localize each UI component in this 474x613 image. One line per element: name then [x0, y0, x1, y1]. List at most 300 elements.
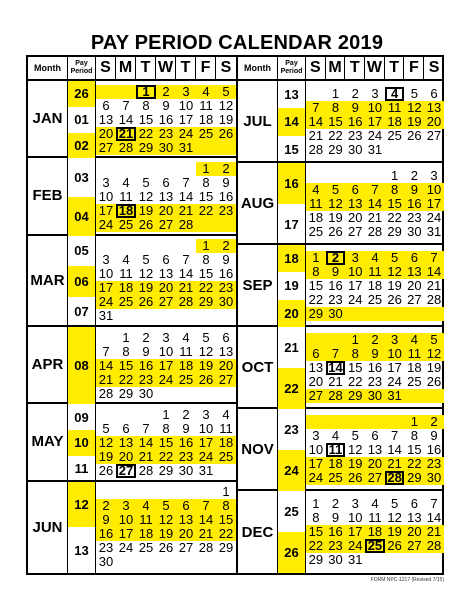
- week-rows: [96, 81, 236, 156]
- day-cell: 10: [198, 420, 214, 436]
- day-cell: 20: [308, 374, 324, 389]
- day-cell: 31: [98, 308, 114, 324]
- day-cell: 9: [142, 343, 150, 359]
- page-title: PAY PERIOD CALENDAR 2019: [90, 32, 384, 54]
- week-row: [306, 471, 444, 485]
- week-row: [96, 422, 236, 436]
- day-cell: 19: [387, 278, 402, 293]
- week-row: [306, 497, 444, 511]
- week-row: [306, 347, 444, 361]
- header-day: S: [306, 57, 326, 79]
- day-cell: 13: [367, 442, 383, 457]
- day-cell: 18: [198, 111, 214, 127]
- week-row: [306, 143, 444, 157]
- header-pay-period: Pay Period: [278, 57, 306, 79]
- month-block-jun: [28, 482, 236, 573]
- day-cell: 22: [308, 292, 324, 307]
- day-cell: 12: [348, 442, 363, 457]
- day-cell: 6: [122, 420, 130, 436]
- week-row: [306, 101, 444, 115]
- day-cell: 30: [158, 139, 174, 155]
- day-cell: 25: [328, 470, 343, 485]
- day-cell: 17: [348, 278, 363, 293]
- day-cell: 19: [198, 357, 214, 373]
- month-name: JUN: [28, 482, 68, 573]
- month-block-sep: [238, 245, 444, 327]
- day-cell: 24: [348, 538, 363, 553]
- week-rows: [96, 482, 236, 573]
- day-cell: 14: [178, 188, 194, 204]
- day-cell: 16: [138, 357, 154, 373]
- pay-period-number: 15: [284, 141, 299, 157]
- week-row: [96, 387, 236, 401]
- right-half: [238, 57, 444, 573]
- day-cell: 15: [198, 188, 214, 204]
- day-cell: 22: [138, 125, 154, 141]
- month-block-apr: [28, 327, 236, 404]
- day-cell: 30: [426, 470, 442, 485]
- day-cell: 20: [158, 280, 174, 296]
- day-cell: 20: [178, 526, 194, 542]
- day-cell: 15: [198, 266, 214, 282]
- day-cell: 25: [138, 540, 154, 556]
- week-row: [306, 375, 444, 389]
- day-cell: 28: [178, 294, 194, 310]
- day-cell: 30: [218, 294, 234, 310]
- day-cell: 25: [308, 224, 324, 239]
- day-cell: 8: [222, 498, 230, 514]
- day-cell: 30: [178, 462, 194, 478]
- day-cell: 4: [122, 174, 130, 190]
- day-cell: 24: [367, 128, 383, 143]
- day-cell: 15: [348, 360, 363, 375]
- day-cell: 27: [308, 388, 324, 403]
- month-name: NOV: [238, 409, 278, 489]
- day-cell: 28: [198, 540, 214, 556]
- day-cell: 14: [426, 264, 442, 279]
- day-cell: 31: [426, 224, 442, 239]
- day-cell: 2: [182, 406, 190, 422]
- day-cell: 15: [118, 357, 134, 373]
- day-cell: 12: [158, 512, 174, 528]
- day-cell: 31: [348, 552, 363, 567]
- day-cell: 11: [179, 343, 193, 359]
- week-row: [96, 113, 236, 127]
- week-row: [96, 499, 236, 513]
- day-cell: 23: [218, 280, 234, 296]
- day-cell: 14: [426, 510, 442, 525]
- week-row: [306, 225, 444, 239]
- day-cell: 22: [387, 210, 402, 225]
- day-cell: 24: [198, 448, 214, 464]
- day-cell: 26: [138, 294, 154, 310]
- day-cell: 3: [182, 83, 190, 99]
- day-cell: 21: [328, 374, 343, 389]
- day-cell: 14: [198, 512, 214, 528]
- week-row: [306, 251, 444, 265]
- day-cell: 24: [178, 125, 194, 141]
- day-cell: 28: [367, 224, 383, 239]
- day-cell: 11: [139, 512, 153, 528]
- day-cell: 7: [122, 97, 130, 113]
- pay-period-column: [68, 404, 96, 479]
- day-cell: 5: [162, 498, 170, 514]
- pay-period-number: 22: [278, 368, 305, 409]
- day-cell: 19: [158, 526, 174, 542]
- day-cell: 4: [410, 332, 418, 347]
- day-cell: 29: [387, 224, 402, 239]
- day-cell: 1: [122, 329, 130, 345]
- day-cell: 17: [348, 524, 363, 539]
- week-row: [306, 183, 444, 197]
- day-cell: 9: [102, 512, 110, 528]
- day-cell: 16: [178, 434, 194, 450]
- day-cell: 15: [138, 111, 154, 127]
- pay-period-number: 04: [68, 197, 95, 236]
- day-cell: 15: [387, 196, 402, 211]
- day-cell: 11: [326, 443, 346, 457]
- week-row: [306, 279, 444, 293]
- day-cell: 9: [430, 428, 438, 443]
- day-cell: 28: [328, 388, 343, 403]
- day-cell: 18: [367, 278, 383, 293]
- pay-period-number: 08: [68, 327, 95, 404]
- pay-period-column: [278, 327, 306, 407]
- day-cell: 11: [368, 264, 382, 279]
- day-cell: 11: [407, 346, 422, 361]
- week-row: [96, 309, 236, 323]
- week-row: [96, 85, 236, 99]
- day-cell: 13: [348, 196, 363, 211]
- day-cell: 2: [326, 251, 346, 265]
- day-cell: 24: [348, 292, 363, 307]
- day-cell: 30: [328, 552, 343, 567]
- pay-period-number: 02: [68, 133, 95, 159]
- day-cell: 24: [387, 374, 402, 389]
- day-cell: 10: [387, 346, 402, 361]
- day-cell: 26: [387, 538, 402, 553]
- day-cell: 3: [312, 428, 320, 443]
- day-cell: 8: [202, 252, 210, 268]
- pay-period-column: [68, 482, 96, 573]
- day-cell: 2: [102, 498, 110, 514]
- day-cell: 17: [178, 111, 194, 127]
- day-cell: 5: [222, 83, 230, 99]
- day-cell: 31: [367, 142, 383, 157]
- month-name: MAR: [28, 236, 68, 325]
- day-cell: 31: [387, 388, 402, 403]
- day-cell: 18: [218, 434, 234, 450]
- day-cell: 7: [202, 498, 210, 514]
- day-cell: 30: [407, 224, 422, 239]
- day-cell: 22: [348, 374, 363, 389]
- day-cell: 17: [98, 202, 114, 218]
- month-block-mar: [28, 236, 236, 327]
- header-day: S: [428, 59, 440, 76]
- day-cell: 2: [430, 414, 438, 429]
- day-cell: 23: [426, 456, 442, 471]
- day-cell: 7: [182, 252, 190, 268]
- pay-period-number: 09: [74, 409, 89, 425]
- header-month: Month: [238, 57, 278, 79]
- week-row: [96, 295, 236, 309]
- day-cell: 18: [118, 280, 134, 296]
- day-cell: 10: [426, 182, 442, 197]
- day-cell: 22: [198, 202, 214, 218]
- calendar-grid: [26, 55, 444, 575]
- day-cell: 15: [158, 434, 174, 450]
- month-block-may: [28, 404, 236, 481]
- day-cell: 24: [308, 470, 324, 485]
- day-cell: 17: [158, 357, 174, 373]
- month-name: MAY: [28, 404, 68, 479]
- pay-period-number: 23: [284, 422, 299, 437]
- week-row: [96, 373, 236, 387]
- day-cell: 2: [410, 168, 418, 183]
- day-cell: 23: [178, 448, 194, 464]
- day-cell: 7: [391, 428, 399, 443]
- pay-period-number: 05: [74, 243, 89, 259]
- day-cell: 21: [426, 278, 442, 293]
- day-cell: 17: [98, 280, 114, 296]
- day-cell: 9: [410, 182, 418, 197]
- day-cell: 11: [119, 266, 133, 282]
- pay-period-number: 12: [68, 482, 95, 528]
- day-cell: 2: [371, 332, 379, 347]
- day-cell: 12: [426, 346, 442, 361]
- week-row: [96, 267, 236, 281]
- day-cell: 7: [142, 420, 150, 436]
- day-cell: 8: [391, 182, 399, 197]
- day-cell: 4: [331, 428, 340, 443]
- day-cell: 14: [138, 434, 154, 450]
- day-cell: 6: [222, 329, 230, 345]
- week-row: [96, 555, 236, 569]
- header-row: [238, 57, 444, 81]
- day-cell: 6: [371, 428, 379, 443]
- week-row: [306, 197, 444, 211]
- day-cell: 3: [202, 406, 210, 422]
- week-rows: [306, 491, 444, 573]
- month-name: AUG: [238, 163, 278, 243]
- day-cell: 21: [98, 371, 114, 387]
- week-row: [96, 541, 236, 555]
- day-cell: 14: [118, 111, 134, 127]
- pay-period-number: 26: [278, 532, 305, 573]
- day-cell: 16: [158, 111, 174, 127]
- week-row: [306, 389, 444, 403]
- day-cell: 16: [367, 360, 383, 375]
- day-cell: 5: [142, 252, 150, 268]
- header-day: S: [96, 57, 116, 79]
- day-cell: 18: [367, 524, 383, 539]
- day-cell: 15: [308, 524, 324, 539]
- day-cell: 19: [138, 280, 154, 296]
- day-cell: 22: [328, 128, 343, 143]
- day-cell: 25: [387, 128, 402, 143]
- day-cell: 3: [122, 498, 130, 514]
- day-cell: 16: [98, 526, 114, 542]
- day-cell: 21: [116, 127, 136, 141]
- day-cell: 2: [351, 86, 359, 101]
- header-day: W: [365, 57, 385, 79]
- day-cell: 27: [407, 538, 422, 553]
- day-cell: 23: [158, 125, 174, 141]
- day-cell: 8: [122, 343, 130, 359]
- day-cell: 19: [138, 202, 154, 218]
- day-cell: 16: [328, 278, 343, 293]
- day-cell: 1: [351, 332, 359, 347]
- month-name: JAN: [28, 81, 68, 156]
- day-cell: 17: [118, 526, 134, 542]
- day-cell: 20: [98, 125, 114, 141]
- pay-period-column: [68, 81, 96, 156]
- month-name: DEC: [238, 491, 278, 573]
- day-cell: 9: [371, 346, 379, 361]
- day-cell: 16: [348, 114, 363, 129]
- day-cell: 26: [426, 374, 442, 389]
- day-cell: 12: [218, 97, 234, 113]
- day-cell: 6: [162, 252, 170, 268]
- week-row: [306, 265, 444, 279]
- day-cell: 16: [407, 196, 422, 211]
- day-cell: 19: [348, 456, 363, 471]
- week-row: [306, 415, 444, 429]
- day-cell: 14: [98, 357, 114, 373]
- day-cell: 4: [122, 252, 130, 268]
- day-cell: 27: [158, 294, 174, 310]
- day-cell: 20: [118, 448, 134, 464]
- day-cell: 18: [116, 204, 136, 218]
- day-cell: 10: [158, 343, 174, 359]
- month-block-nov: [238, 409, 444, 491]
- day-cell: 19: [218, 111, 234, 127]
- pay-period-number: 21: [284, 340, 299, 355]
- day-cell: 23: [367, 374, 383, 389]
- day-cell: 6: [102, 97, 110, 113]
- day-cell: 14: [308, 114, 324, 129]
- day-cell: 13: [118, 434, 134, 450]
- day-cell: 25: [407, 374, 422, 389]
- day-cell: 28: [118, 139, 134, 155]
- day-cell: 17: [198, 434, 214, 450]
- week-row: [306, 333, 444, 347]
- month-block-oct: [238, 327, 444, 409]
- day-cell: 27: [98, 139, 114, 155]
- day-cell: 30: [98, 554, 114, 570]
- day-cell: 29: [348, 388, 363, 403]
- day-cell: 24: [98, 216, 114, 232]
- day-cell: 2: [162, 83, 170, 99]
- week-row: [96, 408, 236, 422]
- day-cell: 13: [407, 510, 422, 525]
- pay-period-number: 19: [284, 278, 299, 294]
- week-row: [306, 443, 444, 457]
- day-cell: 24: [98, 294, 114, 310]
- pay-period-column: [68, 236, 96, 325]
- week-row: [96, 99, 236, 113]
- day-cell: 2: [142, 329, 150, 345]
- day-cell: 23: [218, 202, 234, 218]
- week-row: [306, 169, 444, 183]
- week-row: [96, 513, 236, 527]
- day-cell: 8: [312, 264, 320, 279]
- week-row: [96, 141, 236, 155]
- day-cell: 14: [178, 266, 194, 282]
- pay-period-number: 13: [284, 87, 299, 103]
- day-cell: 4: [182, 329, 190, 345]
- day-cell: 1: [222, 484, 230, 500]
- day-cell: 24: [118, 540, 134, 556]
- day-cell: 29: [138, 139, 154, 155]
- day-cell: 11: [119, 188, 133, 204]
- pay-period-number: 18: [278, 245, 305, 272]
- week-rows: [306, 81, 444, 161]
- day-cell: 6: [182, 498, 190, 514]
- month-name: JUL: [238, 81, 278, 161]
- day-cell: 25: [367, 292, 383, 307]
- day-cell: 17: [367, 114, 383, 129]
- day-cell: 25: [365, 539, 385, 553]
- day-cell: 1: [331, 86, 340, 101]
- week-row: [306, 539, 444, 553]
- day-cell: 21: [308, 128, 324, 143]
- day-cell: 20: [407, 524, 422, 539]
- day-cell: 13: [158, 188, 174, 204]
- day-cell: 10: [348, 264, 363, 279]
- day-cell: 6: [410, 250, 418, 265]
- header-pay-period: Pay Period: [68, 57, 96, 79]
- header-day: S: [220, 59, 232, 76]
- day-cell: 14: [387, 442, 402, 457]
- day-cell: 5: [202, 329, 210, 345]
- day-cell: 16: [218, 188, 234, 204]
- day-cell: 20: [158, 202, 174, 218]
- month-name: FEB: [28, 158, 68, 233]
- pay-period-column: [278, 163, 306, 243]
- header-day: T: [176, 57, 196, 79]
- month-block-aug: [238, 163, 444, 245]
- day-cell: 1: [162, 406, 170, 422]
- day-cell: 21: [178, 202, 194, 218]
- day-cell: 18: [138, 526, 154, 542]
- day-cell: 18: [178, 357, 194, 373]
- day-cell: 8: [162, 420, 170, 436]
- header-day: W: [156, 57, 176, 79]
- header-day: T: [385, 57, 405, 79]
- week-row: [96, 450, 236, 464]
- day-cell: 5: [430, 332, 438, 347]
- day-cell: 12: [138, 266, 154, 282]
- day-cell: 15: [407, 442, 422, 457]
- header-day: M: [326, 57, 346, 79]
- day-cell: 12: [138, 188, 154, 204]
- pay-period-column: [278, 491, 306, 573]
- day-cell: 4: [371, 496, 379, 511]
- pay-period-number: 10: [68, 430, 95, 456]
- day-cell: 9: [331, 264, 340, 279]
- week-row: [306, 429, 444, 443]
- day-cell: 11: [387, 100, 402, 115]
- week-row: [306, 211, 444, 225]
- pay-period-number: 11: [74, 461, 89, 477]
- day-cell: 14: [367, 196, 383, 211]
- day-cell: 28: [138, 462, 154, 478]
- day-cell: 10: [98, 188, 114, 204]
- day-cell: 8: [142, 97, 150, 113]
- day-cell: 24: [158, 371, 174, 387]
- day-cell: 13: [98, 111, 114, 127]
